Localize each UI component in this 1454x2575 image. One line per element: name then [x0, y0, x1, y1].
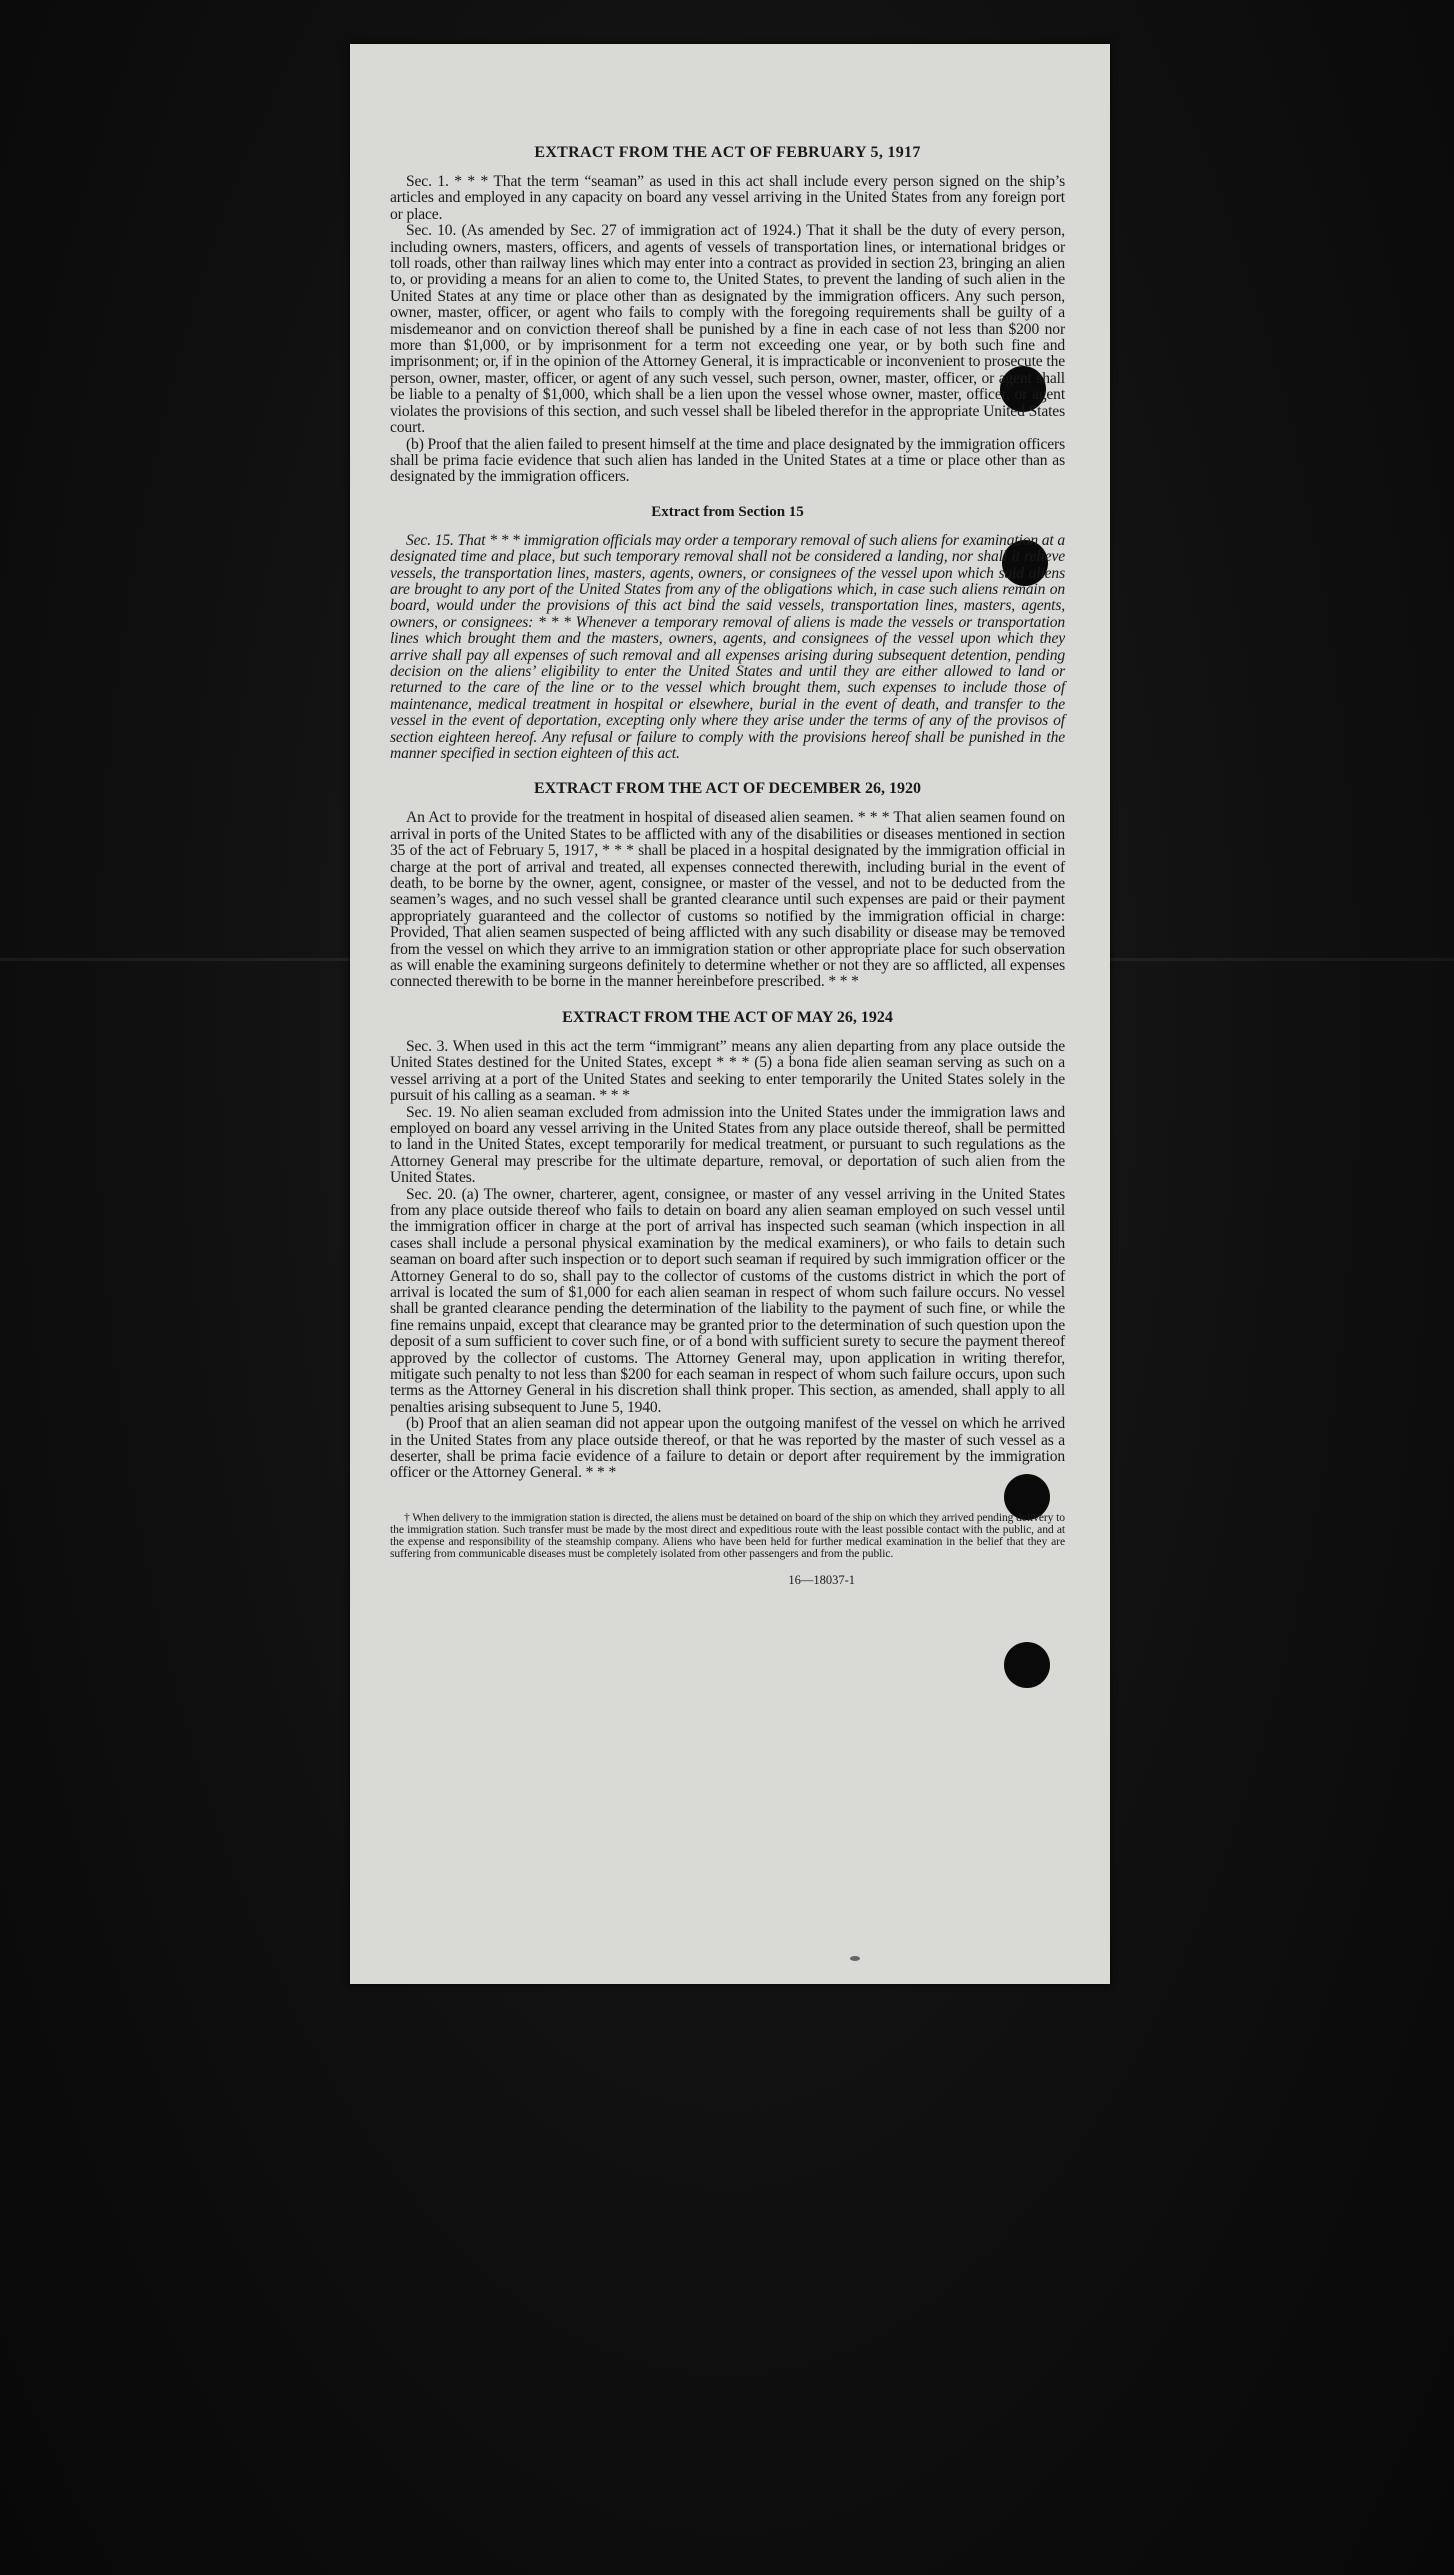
paragraph: Sec. 20. (a) The owner, charterer, agent, consignee, or master of any vessel arriving in the United States from any place outside thereof who fails to detain on board any alien seaman employed on such vessel until the immigration officer in charge at the port of arrival has inspected such seaman (which inspection in all cases shall include a personal physical examination by the medical examiners), or who fails to detain such seaman on board after such inspection or to deport such seaman if required by such immigration officer or the Attorney General to do so, shall pay to the collector of customs of the customs district in which the port of arrival is located the sum of $1,000 for each alien seaman in respect of whom such failure occurs. No vessel shall be granted clearance pending the determination of the liability to the payment of such fine, or while the fine remains unpaid, except that clearance may be granted prior to the determination of such question upon the deposit of a sum sufficient to cover such fine, or of a bond with sufficient surety to secure the payment thereof approved by the collector of customs. The Attorney General may, upon application in writing therefor, mitigate such penalty to not less than $200 for each seaman in respect of whom such failure occurs, upon such terms as the Attorney General in his discretion shall think proper. This section, as amended, shall apply to all penalties arising subsequent to June 5, 1940. — [390, 1185, 1065, 1416]
section-heading: EXTRACT FROM THE ACT OF MAY 26, 1924 — [562, 1008, 893, 1026]
paragraph: Sec. 19. No alien seaman excluded from admission into the United States under the immigration laws and employed on board any vessel arriving in the United States from any place outside thereof, shall be permitted to land in the United States, except temporarily for medical treatment, or pursuant to such regulations as the Attorney General may prescribe for the ultimate departure, removal, or deportation of such alien from the United States. — [390, 1103, 1065, 1187]
document-body — [390, 144, 1065, 1588]
section-act-1924 — [390, 1009, 1065, 1482]
section-act-1920 — [390, 780, 1065, 990]
form-number: 16—18037-1 — [788, 1572, 855, 1587]
footnote: † When delivery to the immigration station is directed, the aliens must be detained on board of the ship on which they arrived pending delivery to the immigration station. Such transfer must be made by the most direct and expeditious route with the least possible contact with the public, and at the expense and responsibility of the steamship company. Aliens who have been held for further medical examination in the belief that they are suffering from communicable diseases must be completely isolated from other passengers and from the public. — [390, 1510, 1065, 1561]
section-heading: EXTRACT FROM THE ACT OF DECEMBER 26, 1920 — [533, 780, 921, 798]
section-subheading: Extract from Section 15 — [651, 503, 804, 520]
paragraph: Sec. 15. That * * * immigration officials may order a temporary removal of such aliens for examination at a designated time and place, but such temporary removal shall not be considered a landing, nor shall it relieve vessels, the transportation lines, masters, agents, owners, or consignees of the vessel upon which said aliens are brought to any port of the United States from any of the obligations which, in case such aliens remain on board, would under the provisions of this act bind the said vessels, transportation lines, masters, agents, owners, or consignees: * * * Whenever a temporary removal of aliens is made the vessels or transportation lines which brought them and the masters, owners, agents, and consignees of the vessel upon which they arrive shall pay all expenses of such removal and all expenses arising during subsequent detention, pending decision on the aliens’ eligibility to enter the United States and until they are either allowed to land or returned to the care of the line or to the vessel which brought them, such expenses to include those of maintenance, medical treatment in hospital or elsewhere, burial in the event of death, and transfer to the vessel in the event of deportation, excepting only where they arise under the terms of any of the provisos of section eighteen hereof. Any refusal or failure to comply with the provisions hereof shall be punished in the manner specified in section eighteen of this act. — [390, 531, 1065, 762]
section-extract-15 — [390, 504, 1065, 763]
section-act-1917 — [390, 144, 1065, 486]
punch-hole — [1004, 1642, 1050, 1688]
paragraph: Sec. 3. When used in this act the term “immigrant” means any alien departing from any place outside the United States destined for the United States, except * * * (5) a bona fide alien seaman serving as such on a vessel arriving at a port of the United States and seeking to enter temporarily the United States solely in the pursuit of his calling as a seaman. * * * — [390, 1037, 1065, 1105]
paragraph: (b) Proof that the alien failed to present himself at the time and place designated by the immigration officers shall be prima facie evidence that such alien has landed in the United States at a time or place other than as designated by the immigration officers. — [390, 435, 1065, 486]
paragraph: (b) Proof that an alien seaman did not appear upon the outgoing manifest of the vessel on which he arrived in the United States from any place outside thereof, or that he was reported by the master of such vessel as a deserter, shall be prima facie evidence of a failure to detain or deport after requirement by the immigration officer or the Attorney General. * * * — [390, 1415, 1065, 1482]
paragraph: Sec. 1. * * * That the term “seaman” as used in this act shall include every person signed on the ship’s articles and employed in any capacity on board any vessel arriving in the United States from any foreign port or place. — [390, 173, 1065, 223]
paper-blemish — [850, 1956, 860, 1961]
document-page — [350, 44, 1110, 1984]
section-heading: EXTRACT FROM THE ACT OF FEBRUARY 5, 1917 — [534, 144, 921, 161]
paragraph: An Act to provide for the treatment in hospital of diseased alien seamen. * * * That alien seamen found on arrival in ports of the United States to be afflicted with any of the disabilities or diseases mentioned in section 35 of the act of February 5, 1917, * * * shall be placed in a hospital designated by the immigration official in charge at the port of arrival and treated, all expenses connected therewith, including burial in the event of death, to be borne by the owner, agent, consignee, or master of the vessel, and not to be deducted from the seamen’s wages, and no such vessel shall be granted clearance until such expenses are paid or their payment appropriately guaranteed and the collector of customs so notified by the immigration official in charge: Provided, That alien seamen suspected of being afflicted with any such disability or disease may be removed from the vessel on which they arrive to an immigration station or other appropriate place for such observation as will enable the examining surgeons definitely to determine whether or not they are so afflicted, all expenses connected therewith to be borne in the manner hereinbefore prescribed. * * * — [390, 809, 1065, 991]
paragraph: Sec. 10. (As amended by Sec. 27 of immigration act of 1924.) That it shall be the duty of every person, including owners, masters, officers, and agents of vessels of transportation lines, or international bridges or toll roads, other than railway lines which may enter into a contract as provided in section 23, bringing an alien to, or providing a means for an alien to come to, the United States, to prevent the landing of such alien in the United States at any time or place other than as designated by the immigration officers. Any such person, owner, master, officer, or agent who fails to comply with the foregoing requirements shall be guilty of a misdemeanor and on conviction thereof shall be punished by a fine in each case of not less than $200 nor more than $1,000, or by imprisonment for a term not exceeding one year, or by both such fine and imprisonment; or, if in the opinion of the Attorney General, it is impracticable or inconvenient to prosecute the person, owner, master, officer, or agent of any such vessel, such person, owner, master, officer, or agent shall be liable to a penalty of $1,000, which shall be a lien upon the vessel whose owner, master, officer, or agent violates the provisions of this section, and such vessel shall be libeled therefor in the appropriate United States court. — [390, 222, 1065, 437]
